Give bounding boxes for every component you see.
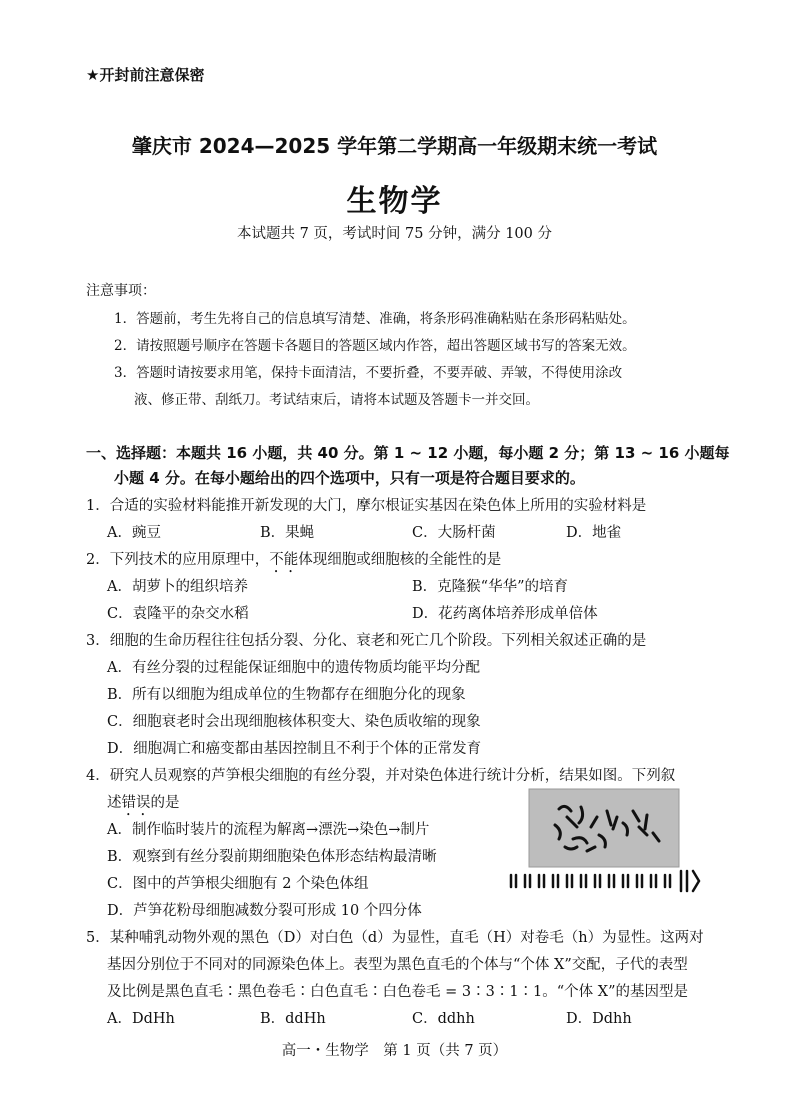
question-2-option-a: A．胡萝卜的组织培养: [107, 579, 248, 595]
note-item: 1．答题前，考生先将自己的信息填写清楚、准确，将条形码准确粘贴在条形码粘贴处。: [114, 311, 636, 327]
question-3-stem: 3．细胞的生命历程往往包括分裂、分化、衰老和死亡几个阶段。下列相关叙述正确的是: [86, 633, 647, 649]
question-4-option-d: D．芦笋花粉母细胞减数分裂可形成 10 个四分体: [107, 903, 422, 919]
question-3-option-b: B．所有以细胞为组成单位的生物都存在细胞分化的现象: [107, 687, 466, 703]
question-1-option-c: C．大肠杆菌: [412, 525, 496, 541]
question-5-option-a: A．DdHh: [107, 1011, 175, 1027]
section-heading: 一、选择题：本题共 16 小题，共 40 分。第 1 ~ 12 小题，每小题 2 分；第 13 ~ 16 小题每: [86, 444, 730, 462]
question-2-option-c: C．袁隆平的杂交水稻: [107, 606, 249, 622]
question-1-option-d: D．地雀: [566, 525, 622, 541]
note-item: 2．请按照题号顺序在答题卡各题目的答题区域内作答，超出答题区域书写的答案无效。: [114, 338, 636, 354]
chromosome-karyotype-image: [507, 787, 703, 897]
question-3-option-d: D．细胞凋亡和癌变都由基因控制且不利于个体的正常发育: [107, 741, 482, 757]
exam-title: 肇庆市 2024—2025 学年第二学期高一年级期末统一考试: [131, 134, 658, 158]
question-4-option-c: C．图中的芦笋根尖细胞有 2 个染色体组: [107, 876, 369, 892]
question-4-stem-cont: [107, 791, 180, 819]
question-5-stem-cont: 基因分别位于不同对的同源染色体上。表型为黑色直毛的个体与“个体 X”交配，子代的表型: [107, 957, 688, 973]
question-5-stem-cont: 及比例是黑色直毛∶黑色卷毛∶白色直毛∶白色卷毛 = 3∶3∶1∶1。“个体 X”的基因型是: [107, 984, 689, 1000]
question-1-option-a: A．豌豆: [107, 525, 161, 541]
question-2-option-b: B．克隆猴“华华”的培育: [412, 579, 568, 595]
confidential-label: ★开封前注意保密: [86, 66, 205, 84]
note-item: 液、修正带、刮纸刀。考试结束后，请将本试题及答题卡一并交回。: [134, 392, 539, 408]
page-footer: 高一・生物学 第 1 页（共 7 页）: [281, 1043, 508, 1059]
emphasis-text: 错误: [121, 795, 151, 811]
stem-text: 2．下列技术的应用原理中，: [86, 552, 270, 568]
question-1-stem: 1．合适的实验材料能推开新发现的大门，摩尔根证实基因在染色体上所用的实验材料是: [86, 498, 647, 514]
question-5-option-c: C．ddhh: [412, 1011, 475, 1027]
exam-info: 本试题共 7 页，考试时间 75 分钟，满分 100 分: [236, 226, 552, 242]
question-4-option-b: B．观察到有丝分裂前期细胞染色体形态结构最清晰: [107, 849, 437, 865]
question-1-option-b: B．果蝇: [260, 525, 315, 541]
emphasis-text: 不能: [269, 552, 299, 568]
stem-text: 述: [107, 795, 122, 811]
notes-heading: 注意事项：: [86, 283, 156, 299]
stem-text: 体现细胞或细胞核的全能性的是: [298, 552, 502, 568]
question-2-stem: [86, 548, 501, 576]
section-heading-cont: 小题 4 分。在每小题给出的四个选项中，只有一项是符合题目要求的。: [114, 469, 585, 487]
note-item: 3．答题时请按要求用笔，保持卡面清洁，不要折叠，不要弄破、弄皱，不得使用涂改: [114, 365, 623, 381]
question-2-option-d: D．花药离体培养形成单倍体: [412, 606, 598, 622]
question-5-option-d: D．Ddhh: [566, 1011, 632, 1027]
stem-text: 的是: [150, 795, 180, 811]
question-4-option-a: A．制作临时装片的流程为解离→漂洗→染色→制片: [107, 822, 430, 838]
question-3-option-c: C．细胞衰老时会出现细胞核体积变大、染色质收缩的现象: [107, 714, 481, 730]
question-5-option-b: B．ddHh: [260, 1011, 326, 1027]
subject-title: 生物学: [346, 184, 443, 219]
question-4-stem: 4．研究人员观察的芦笋根尖细胞的有丝分裂，并对染色体进行统计分析，结果如图。下列叙: [86, 768, 676, 784]
question-3-option-a: A．有丝分裂的过程能保证细胞中的遗传物质均能平均分配: [107, 660, 480, 676]
question-5-stem: 5．某种哺乳动物外观的黑色（D）对白色（d）为显性，直毛（H）对卷毛（h）为显性。这两对: [86, 930, 704, 946]
